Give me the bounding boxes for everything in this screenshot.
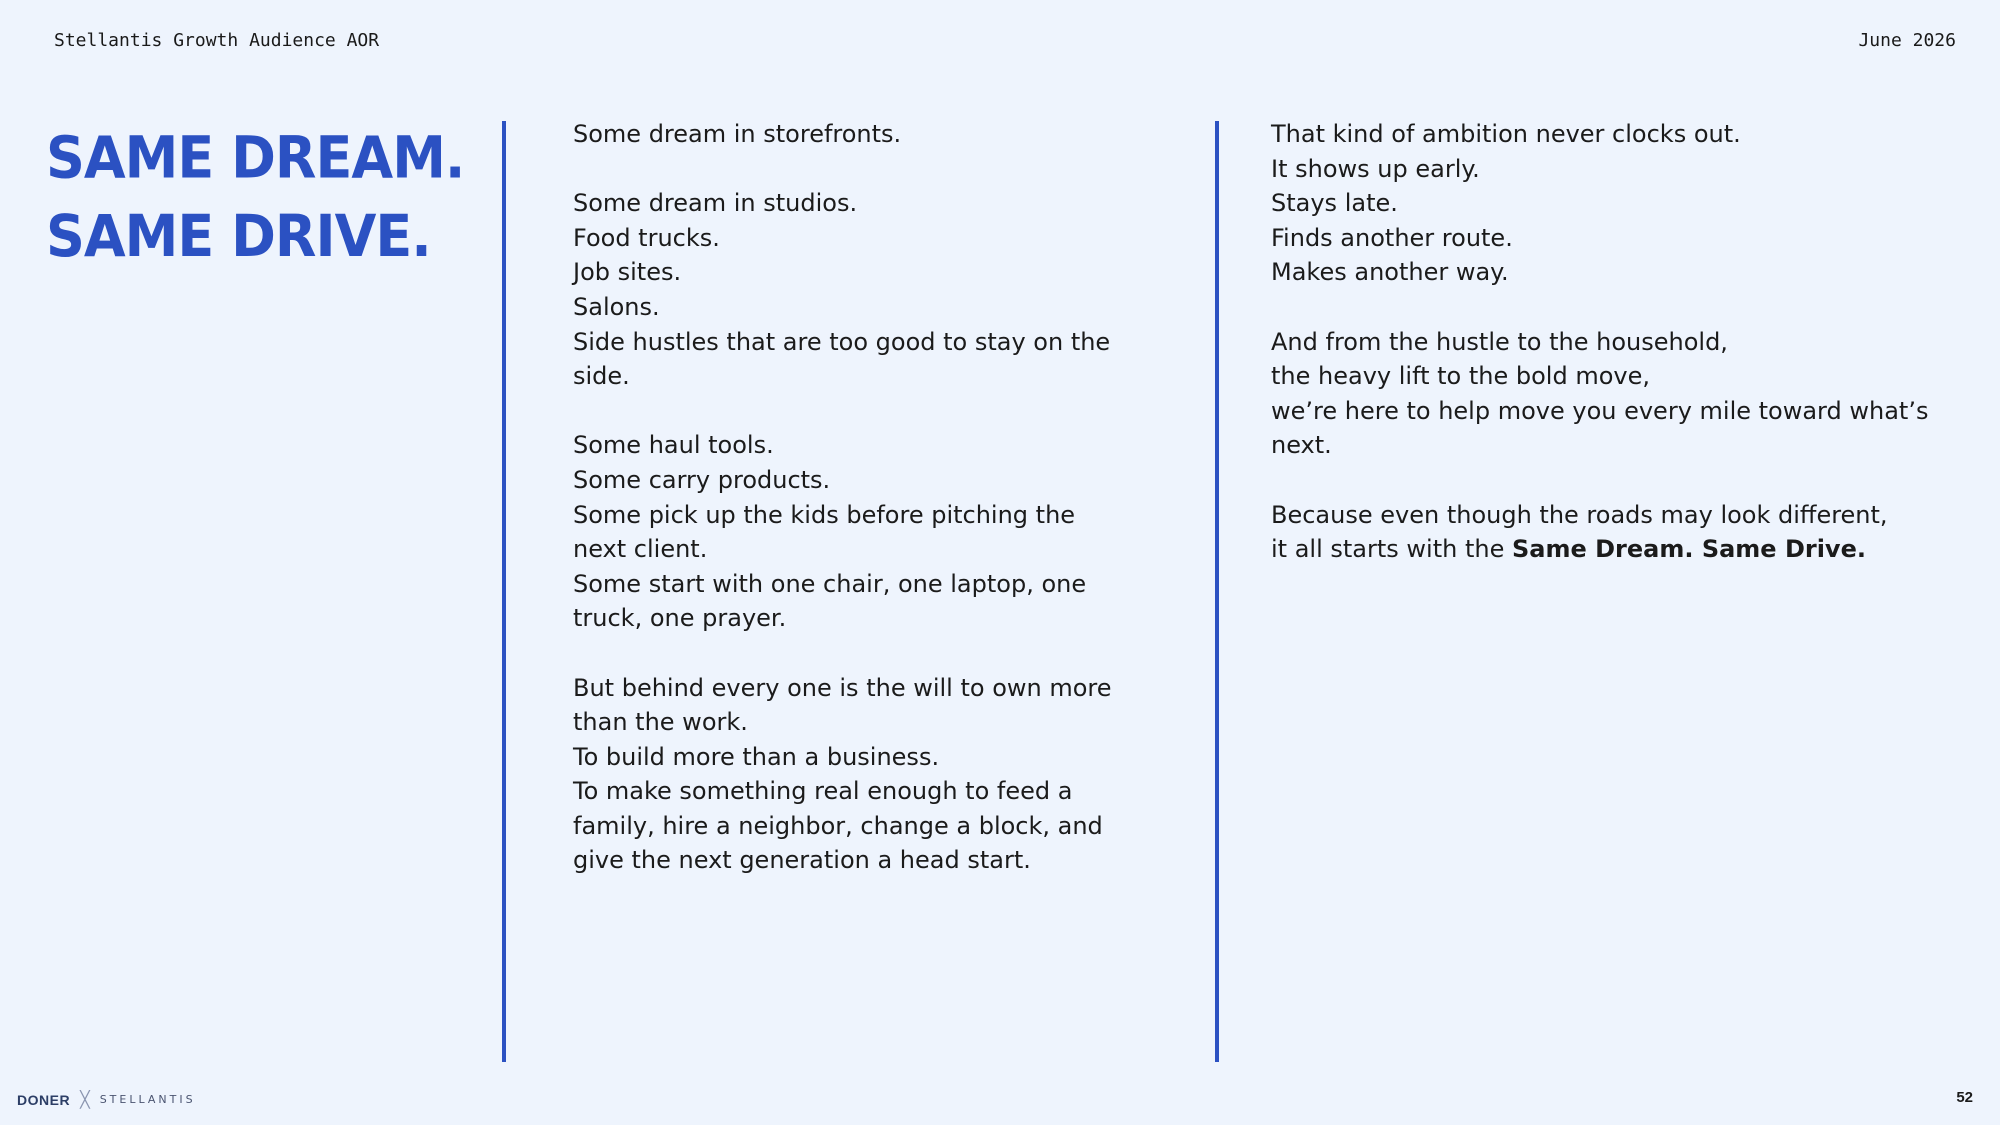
paragraph bbox=[573, 671, 1153, 879]
text-line: And from the hustle to the household, bbox=[1271, 327, 1728, 356]
footer-logos bbox=[17, 1090, 196, 1109]
paragraph-closing bbox=[1271, 498, 1961, 567]
doner-logo: DONER bbox=[17, 1091, 71, 1108]
text-line: But behind every one is the will to own more bbox=[573, 673, 1112, 702]
document-date: June 2026 bbox=[1858, 30, 1956, 51]
document-title: Stellantis Growth Audience AOR bbox=[54, 30, 380, 51]
text-line: next. bbox=[1271, 431, 1332, 460]
paragraph bbox=[573, 117, 1153, 152]
text-line: Some dream in storefronts. bbox=[573, 120, 902, 148]
column-divider-right bbox=[1215, 121, 1219, 1062]
text-line: next client. bbox=[573, 535, 708, 564]
paragraph bbox=[573, 428, 1153, 636]
headline-line-1: SAME DREAM. bbox=[46, 123, 465, 192]
text-line: Food trucks. bbox=[573, 223, 720, 252]
text-line: To build more than a business. bbox=[573, 742, 940, 771]
text-line: Makes another way. bbox=[1271, 258, 1509, 287]
text-line: Some start with one chair, one laptop, one bbox=[573, 569, 1087, 598]
text-line: Finds another route. bbox=[1271, 223, 1513, 252]
headline bbox=[46, 118, 464, 276]
text-line: Some haul tools. bbox=[573, 431, 774, 460]
text-line: Some dream in studios. bbox=[573, 189, 858, 218]
text-line: Because even though the roads may look different, bbox=[1271, 500, 1888, 529]
body-column-2 bbox=[1271, 117, 1961, 567]
page-number: 52 bbox=[1956, 1089, 1973, 1106]
closing-line bbox=[1271, 532, 1961, 567]
text-line: Some carry products. bbox=[573, 465, 831, 494]
text-line: truck, one prayer. bbox=[573, 604, 787, 633]
text-line: we’re here to help move you every mile toward what’s bbox=[1271, 396, 1929, 425]
closing-line-emphasis: Same Dream. Same Drive. bbox=[1511, 535, 1866, 564]
text-line: Job sites. bbox=[573, 258, 682, 287]
text-line: side. bbox=[573, 362, 630, 391]
paragraph bbox=[1271, 325, 1961, 463]
column-divider-left bbox=[502, 121, 506, 1062]
closing-line-text: it all starts with the bbox=[1271, 535, 1512, 564]
paragraph bbox=[1271, 117, 1961, 290]
text-line: Salons. bbox=[573, 292, 660, 321]
text-line: Side hustles that are too good to stay on the bbox=[573, 327, 1111, 356]
paragraph bbox=[573, 186, 1153, 394]
headline-line-2: SAME DRIVE. bbox=[46, 202, 431, 271]
body-column-1 bbox=[573, 117, 1153, 878]
text-line: than the work. bbox=[573, 708, 748, 737]
text-line: family, hire a neighbor, change a block, and bbox=[573, 811, 1103, 840]
text-line: Stays late. bbox=[1271, 189, 1398, 218]
collaboration-x-icon: ╳ bbox=[80, 1090, 90, 1109]
text-line: To make something real enough to feed a bbox=[573, 777, 1073, 806]
stellantis-logo: STELLANTIS bbox=[99, 1093, 196, 1106]
paragraph-lines bbox=[1271, 498, 1961, 533]
text-line: give the next generation a head start. bbox=[573, 846, 1031, 875]
text-line: the heavy lift to the bold move, bbox=[1271, 362, 1650, 391]
text-line: It shows up early. bbox=[1271, 154, 1480, 183]
text-line: Some pick up the kids before pitching the bbox=[573, 500, 1076, 529]
text-line: That kind of ambition never clocks out. bbox=[1271, 120, 1741, 148]
